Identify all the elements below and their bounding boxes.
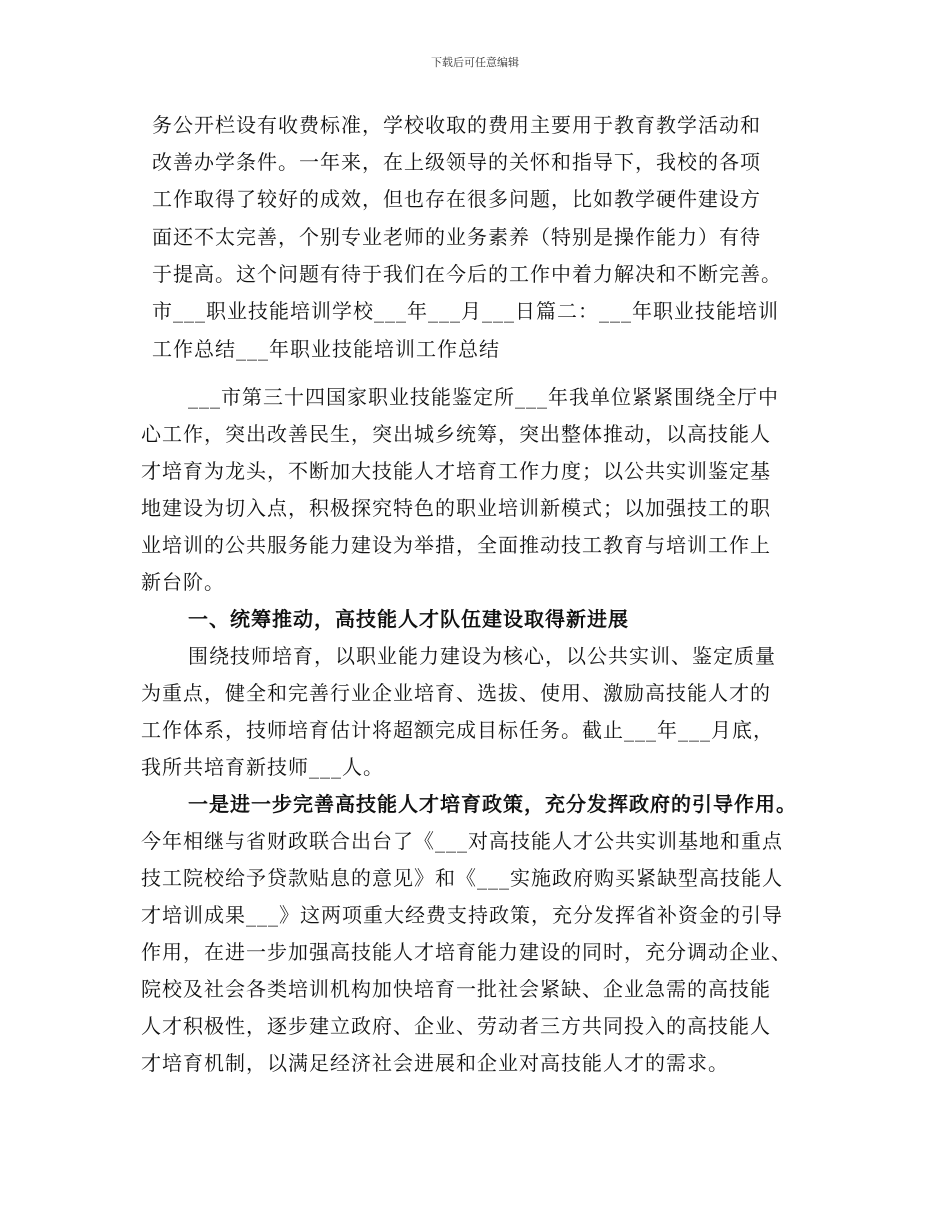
text-line: ___市第三十四国家职业技能鉴定所___年我单位紧紧围绕全厅中: [188, 385, 779, 409]
text-line: 业培训的公共服务能力建设为举措，全面推动技工教育与培训工作上: [141, 533, 771, 557]
section-heading: 一、统筹推动，高技能人才队伍建设取得新进展: [188, 607, 629, 631]
subsection-heading: 一是进一步完善高技能人才培育政策，充分发挥政府的引导作用。: [188, 792, 797, 816]
text-line: 人才积极性，逐步建立政府、企业、劳动者三方共同投入的高技能人: [141, 1014, 771, 1038]
text-line: 务公开栏设有收费标准，学校收取的费用主要用于教育教学活动和: [152, 113, 761, 137]
text-line: 面还不太完善，个别专业老师的业务素养（特别是操作能力）有待: [152, 225, 761, 249]
text-line: 工作体系，技师培育估计将超额完成目标任务。截止___年___月底，: [141, 718, 774, 742]
text-line: 院校及社会各类培训机构加快培育一批社会紧缺、企业急需的高技能: [141, 977, 771, 1001]
page-header: 下载后可任意编辑: [431, 56, 519, 69]
text-line: 为重点，健全和完善行业企业培育、选拔、使用、激励高技能人才的: [141, 681, 771, 705]
text-line: 改善办学条件。一年来，在上级领导的关怀和指导下，我校的各项: [152, 150, 761, 174]
text-line: 地建设为切入点，积极探究特色的职业培训新模式；以加强技工的职: [141, 496, 771, 520]
text-line: 工作总结___年职业技能培训工作总结: [152, 337, 500, 361]
text-line: 作用，在进一步加强高技能人才培育能力建设的同时，充分调动企业、: [141, 940, 792, 964]
text-line: 才培育机制，以满足经济社会进展和企业对高技能人才的需求。: [141, 1051, 729, 1075]
text-line: 我所共培育新技师___人。: [141, 755, 384, 779]
text-line: 心工作，突出改善民生，突出城乡统筹，突出整体推动，以高技能人: [141, 422, 771, 446]
text-line: 于提高。这个问题有待于我们在今后的工作中着力解决和不断完善。: [152, 262, 782, 286]
text-line: 新台阶。: [141, 570, 225, 594]
text-line: 市___职业技能培训学校___年___月___日篇二：___年职业技能培训: [152, 299, 779, 323]
text-line: 才培育为龙头，不断加大技能人才培育工作力度；以公共实训鉴定基: [141, 459, 771, 483]
text-line: 才培训成果___》这两项重大经费支持政策，充分发挥省补资金的引导: [141, 903, 783, 927]
text-line: 技工院校给予贷款贴息的意见》和《___实施政府购买紧缺型高技能人: [141, 866, 783, 890]
text-line: 工作取得了较好的成效，但也存在很多问题，比如教学硬件建设方: [152, 187, 761, 211]
text-line: 围绕技师培育，以职业能力建设为核心，以公共实训、鉴定质量: [188, 644, 776, 668]
text-line: 今年相继与省财政联合出台了《___对高技能人才公共实训基地和重点: [141, 829, 783, 853]
